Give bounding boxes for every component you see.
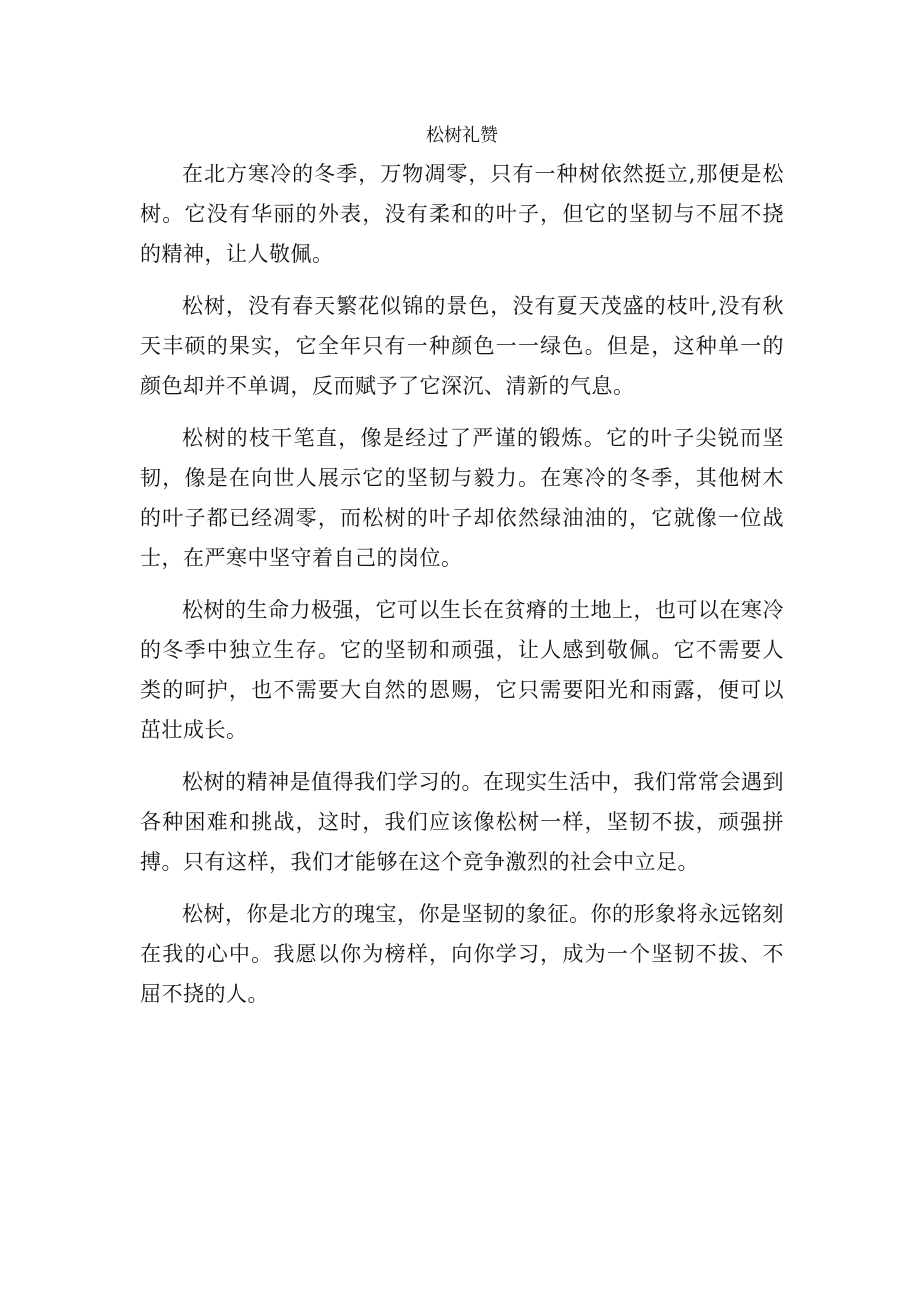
- paragraph-5: 松树的精神是值得我们学习的。在现实生活中，我们常常会遇到各种困难和挑战，这时，我们应该像松树一样，坚韧不拔，顽强拼搏。只有这样，我们才能够在这个竞争激烈的社会中立足。: [140, 770, 784, 874]
- paragraph-2: 松树，没有春天繁花似锦的景色，没有夏天茂盛的枝叶,没有秋天丰硕的果实，它全年只有一种颜色一一绿色。但是，这种单一的颜色却并不单调，反而赋予了它深沉、清新的气息。: [140, 294, 784, 398]
- document-title: 松树礼赞: [426, 125, 498, 146]
- paragraph-3: 松树的枝干笔直，像是经过了严谨的锻炼。它的叶子尖锐而坚韧，像是在向世人展示它的坚韧与毅力。在寒冷的冬季，其他树木的叶子都已经凋零，而松树的叶子却依然绿油油的，它就像一位战士，在严寒中坚守着自己的岗位。: [140, 426, 784, 570]
- document-body: [140, 118, 784, 1026]
- paragraph-6: 松树，你是北方的瑰宝，你是坚韧的象征。你的形象将永远铭刻在我的心中。我愿以你为榜样，向你学习，成为一个坚韧不拔、不屈不挠的人。: [140, 902, 784, 1006]
- paragraph-4: 松树的生命力极强，它可以生长在贫瘠的土地上，也可以在寒冷的冬季中独立生存。它的坚韧和顽强，让人感到敬佩。它不需要人类的呵护，也不需要大自然的恩赐，它只需要阳光和雨露，便可以茁壮成长。: [140, 598, 784, 742]
- paragraph-1: 在北方寒冷的冬季，万物凋零，只有一种树依然挺立,那便是松树。它没有华丽的外表，没有柔和的叶子，但它的坚韧与不屈不挠的精神，让人敬佩。: [140, 162, 784, 266]
